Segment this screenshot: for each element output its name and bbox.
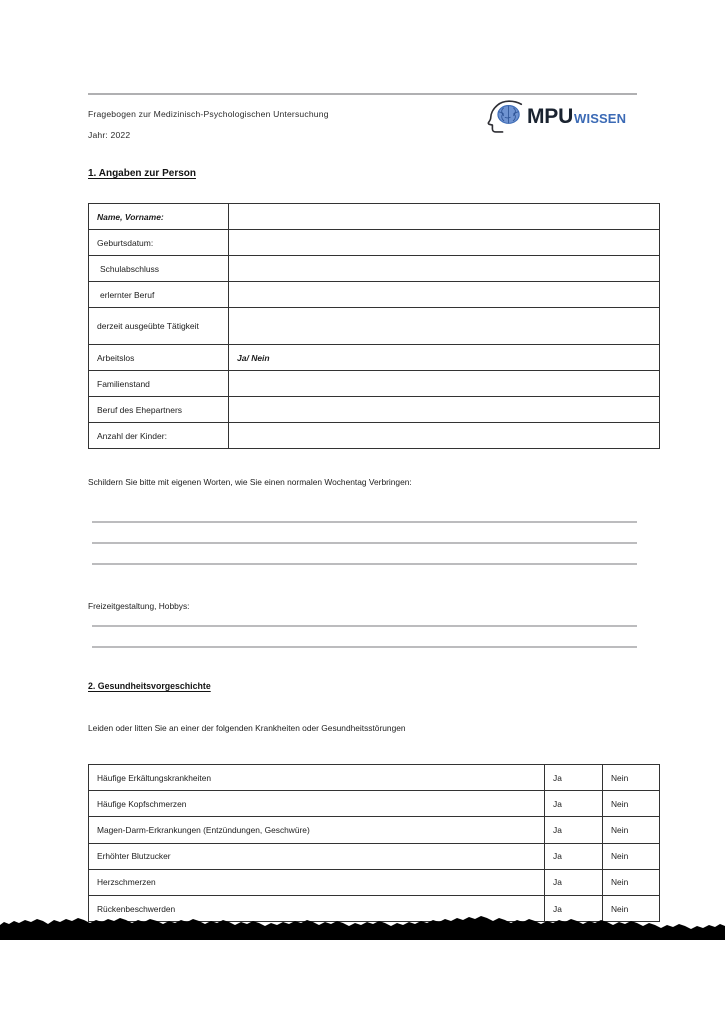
table-row bbox=[89, 345, 660, 371]
table-row bbox=[89, 230, 660, 256]
row-value-schulabschluss[interactable] bbox=[229, 256, 660, 282]
condition-no-option[interactable]: Nein bbox=[603, 817, 660, 843]
condition-yes-option[interactable]: Ja bbox=[545, 791, 603, 817]
condition-yes-option[interactable]: Ja bbox=[545, 843, 603, 869]
table-row bbox=[89, 765, 660, 791]
condition-no-option[interactable]: Nein bbox=[603, 791, 660, 817]
condition-label: Häufige Erkältungskrankheiten bbox=[89, 765, 545, 791]
table-row bbox=[89, 256, 660, 282]
table-row bbox=[89, 371, 660, 397]
condition-yes-option[interactable]: Ja bbox=[545, 817, 603, 843]
health-conditions-table bbox=[88, 764, 660, 922]
row-value-erlernter-beruf[interactable] bbox=[229, 282, 660, 308]
table-row bbox=[89, 791, 660, 817]
row-label-arbeitslos: Arbeitslos bbox=[89, 345, 229, 371]
row-label-taetigkeit: derzeit ausgeübte Tätigkeit bbox=[89, 308, 229, 345]
condition-no-option[interactable]: Nein bbox=[603, 895, 660, 921]
section-heading-health: 2. Gesundheitsvorgeschichte bbox=[88, 681, 211, 691]
table-row bbox=[89, 204, 660, 230]
table-row bbox=[89, 817, 660, 843]
arbeitslos-ja-option[interactable]: Ja bbox=[237, 352, 247, 363]
table-row bbox=[89, 843, 660, 869]
condition-no-option[interactable]: Nein bbox=[603, 843, 660, 869]
row-label-schulabschluss: Schulabschluss bbox=[89, 256, 229, 282]
table-row bbox=[89, 895, 660, 921]
condition-label: Magen-Darm-Erkrankungen (Entzündungen, Geschwüre) bbox=[89, 817, 545, 843]
logo-wordmark bbox=[527, 105, 626, 129]
answer-line-weekday-1[interactable] bbox=[92, 521, 637, 523]
prompt-weekday: Schildern Sie bitte mit eigenen Worten, wie Sie einen normalen Wochentag Verbringen: bbox=[88, 477, 412, 487]
prompt-hobbies: Freizeitgestaltung, Hobbys: bbox=[88, 601, 190, 611]
row-value-beruf-ehepartner[interactable] bbox=[229, 397, 660, 423]
head-brain-icon bbox=[487, 100, 525, 134]
row-value-anzahl-kinder[interactable] bbox=[229, 423, 660, 449]
condition-yes-option[interactable]: Ja bbox=[545, 895, 603, 921]
arbeitslos-nein-option[interactable]: / Nein bbox=[246, 352, 270, 363]
row-label-geburtsdatum: Geburtsdatum: bbox=[89, 230, 229, 256]
table-row bbox=[89, 308, 660, 345]
row-value-arbeitslos[interactable] bbox=[229, 345, 660, 371]
section-heading-person: 1. Angaben zur Person bbox=[88, 168, 196, 179]
row-label-name: Name, Vorname: bbox=[89, 204, 229, 230]
page-bottom-whitespace bbox=[0, 940, 725, 1024]
condition-label: Rückenbeschwerden bbox=[89, 895, 545, 921]
document-title: Fragebogen zur Medizinisch-Psychologischen Untersuchung bbox=[88, 109, 329, 119]
logo-text-wissen: WISSEN bbox=[574, 111, 627, 126]
row-label-beruf-ehepartner: Beruf des Ehepartners bbox=[89, 397, 229, 423]
condition-no-option[interactable]: Nein bbox=[603, 765, 660, 791]
personal-data-table bbox=[88, 203, 660, 449]
mpu-wissen-logo bbox=[487, 99, 637, 135]
condition-label: Häufige Kopfschmerzen bbox=[89, 791, 545, 817]
condition-no-option[interactable]: Nein bbox=[603, 869, 660, 895]
row-label-anzahl-kinder: Anzahl der Kinder: bbox=[89, 423, 229, 449]
condition-label: Erhöhter Blutzucker bbox=[89, 843, 545, 869]
answer-line-weekday-2[interactable] bbox=[92, 542, 637, 544]
document-year: Jahr: 2022 bbox=[88, 130, 131, 140]
answer-line-hobbies-2[interactable] bbox=[92, 646, 637, 648]
health-intro-text: Leiden oder litten Sie an einer der folgenden Krankheiten oder Gesundheitsstörungen bbox=[88, 723, 406, 733]
row-value-familienstand[interactable] bbox=[229, 371, 660, 397]
row-value-name[interactable] bbox=[229, 204, 660, 230]
header-divider bbox=[88, 93, 637, 95]
row-label-erlernter-beruf: erlernter Beruf bbox=[89, 282, 229, 308]
condition-label: Herzschmerzen bbox=[89, 869, 545, 895]
table-row bbox=[89, 869, 660, 895]
answer-line-hobbies-1[interactable] bbox=[92, 625, 637, 627]
logo-text-mpu: MPU bbox=[527, 105, 574, 128]
row-label-familienstand: Familienstand bbox=[89, 371, 229, 397]
table-row bbox=[89, 282, 660, 308]
row-value-taetigkeit[interactable] bbox=[229, 308, 660, 345]
document-header bbox=[88, 104, 488, 146]
condition-yes-option[interactable]: Ja bbox=[545, 765, 603, 791]
condition-yes-option[interactable]: Ja bbox=[545, 869, 603, 895]
row-value-geburtsdatum[interactable] bbox=[229, 230, 660, 256]
table-row bbox=[89, 423, 660, 449]
answer-line-weekday-3[interactable] bbox=[92, 563, 637, 565]
table-row bbox=[89, 397, 660, 423]
